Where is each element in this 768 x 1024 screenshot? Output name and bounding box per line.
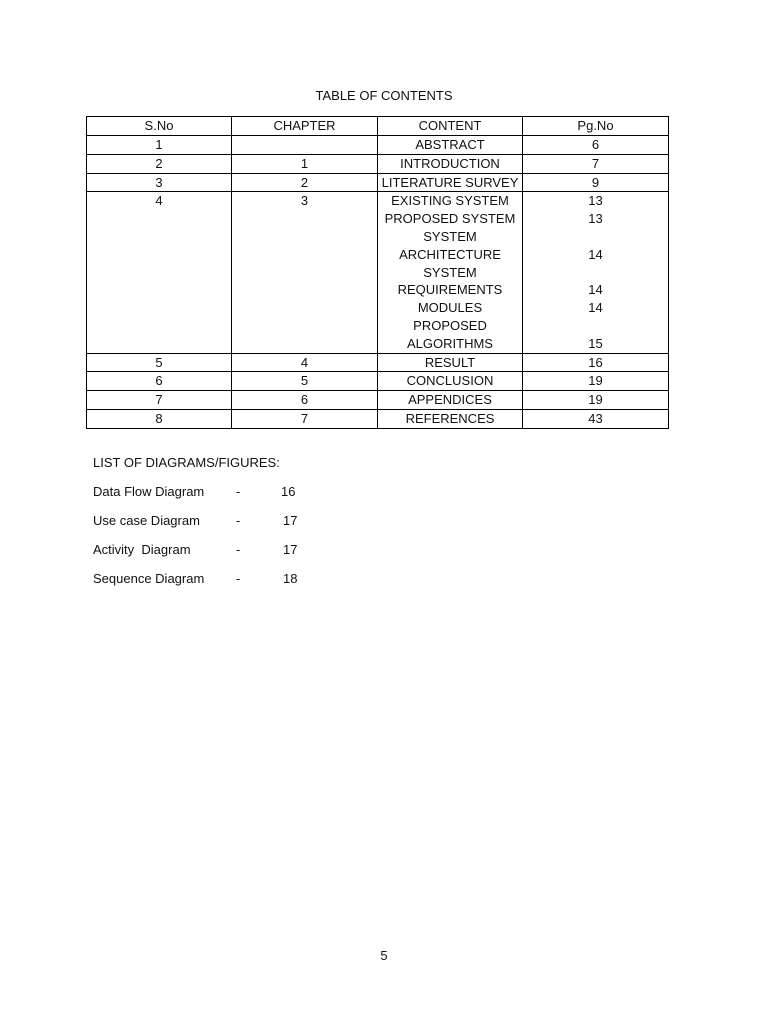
content-line: PROPOSED SYSTEM	[384, 211, 516, 227]
page-cell	[523, 409, 669, 428]
page-line: 13	[588, 193, 603, 209]
page-line: 19	[588, 392, 603, 408]
page-cell	[523, 154, 669, 173]
table-body	[87, 136, 669, 429]
page-cell	[523, 192, 669, 353]
figure-name: Data Flow Diagram	[93, 484, 205, 499]
sno-cell: 3	[87, 173, 232, 192]
contents-table	[86, 116, 669, 429]
content-line: LITERATURE SURVEY	[381, 174, 519, 190]
page-cell	[523, 136, 669, 155]
page-line: 14	[588, 246, 603, 262]
page-line: 9	[591, 174, 600, 190]
content-cell	[378, 192, 523, 353]
chapter-cell: 3	[232, 192, 378, 353]
figure-dash: -	[236, 513, 241, 528]
sno-cell: 7	[87, 391, 232, 410]
page-line: 15	[588, 335, 603, 351]
content-cell	[378, 372, 523, 391]
figures-heading: LIST OF DIAGRAMS/FIGURES:	[93, 455, 280, 470]
sno-cell: 2	[87, 154, 232, 173]
header-sno: S.No	[87, 117, 232, 136]
content-line: CONCLUSION	[406, 373, 494, 389]
content-line: PROPOSED	[413, 317, 487, 333]
header-page: Pg.No	[523, 117, 669, 136]
sno-cell: 1	[87, 136, 232, 155]
page-cell	[523, 173, 669, 192]
page-title: TABLE OF CONTENTS	[315, 88, 453, 103]
figure-page: 17	[283, 513, 298, 528]
page-line: 14	[588, 282, 603, 298]
content-line: ABSTRACT	[415, 137, 485, 152]
page-line	[523, 264, 668, 282]
page-cell	[523, 353, 669, 372]
table-row	[87, 173, 669, 192]
figure-name: Activity Diagram	[93, 542, 191, 557]
page-line: 43	[588, 410, 603, 426]
figure-name: Sequence Diagram	[93, 571, 205, 586]
figure-page: 18	[283, 571, 298, 586]
page-line: 7	[591, 155, 600, 171]
chapter-cell: 7	[232, 409, 378, 428]
content-line: REFERENCES	[405, 410, 495, 426]
content-line: ARCHITECTURE	[399, 246, 501, 262]
table-row	[87, 136, 669, 155]
figure-page: 17	[283, 542, 298, 557]
figure-name: Use case Diagram	[93, 513, 200, 528]
table-header-row	[87, 117, 669, 136]
content-cell	[378, 173, 523, 192]
figure-dash: -	[236, 571, 241, 586]
table-row	[87, 372, 669, 391]
chapter-cell	[232, 136, 378, 155]
chapter-cell: 1	[232, 154, 378, 173]
content-line: REQUIREMENTS	[397, 282, 503, 298]
sno-cell: 4	[87, 192, 232, 353]
content-line: SYSTEM	[423, 264, 477, 280]
figure-page: 16	[281, 484, 296, 499]
table-row	[87, 409, 669, 428]
page-number: 5	[380, 948, 388, 963]
chapter-cell: 2	[232, 173, 378, 192]
page-line	[523, 317, 668, 335]
figure-dash: -	[236, 542, 241, 557]
sno-cell: 8	[87, 409, 232, 428]
sno-cell: 6	[87, 372, 232, 391]
content-cell	[378, 391, 523, 410]
page-line: 13	[588, 211, 603, 227]
header-chapter: CHAPTER	[232, 117, 378, 136]
content-cell	[378, 353, 523, 372]
content-line: SYSTEM	[423, 228, 477, 244]
table-row	[87, 391, 669, 410]
table-row	[87, 353, 669, 372]
content-line: MODULES	[417, 300, 483, 316]
page-line: 14	[588, 300, 603, 316]
content-cell	[378, 154, 523, 173]
chapter-cell: 6	[232, 391, 378, 410]
header-content: CONTENT	[378, 117, 523, 136]
content-cell	[378, 409, 523, 428]
content-line: EXISTING SYSTEM	[391, 193, 509, 209]
page-line: 19	[588, 373, 603, 389]
content-cell	[378, 136, 523, 155]
content-line: APPENDICES	[408, 392, 492, 408]
page-line: 6	[591, 137, 600, 152]
page-cell	[523, 372, 669, 391]
table-row	[87, 192, 669, 353]
content-line: INTRODUCTION	[400, 155, 500, 171]
figure-dash: -	[236, 484, 241, 499]
page-line	[523, 228, 668, 246]
page-cell	[523, 391, 669, 410]
sno-cell: 5	[87, 353, 232, 372]
chapter-cell: 5	[232, 372, 378, 391]
content-line: RESULT	[424, 354, 476, 370]
chapter-cell: 4	[232, 353, 378, 372]
content-line: ALGORITHMS	[407, 335, 493, 351]
table-row	[87, 154, 669, 173]
page-line: 16	[588, 354, 603, 370]
